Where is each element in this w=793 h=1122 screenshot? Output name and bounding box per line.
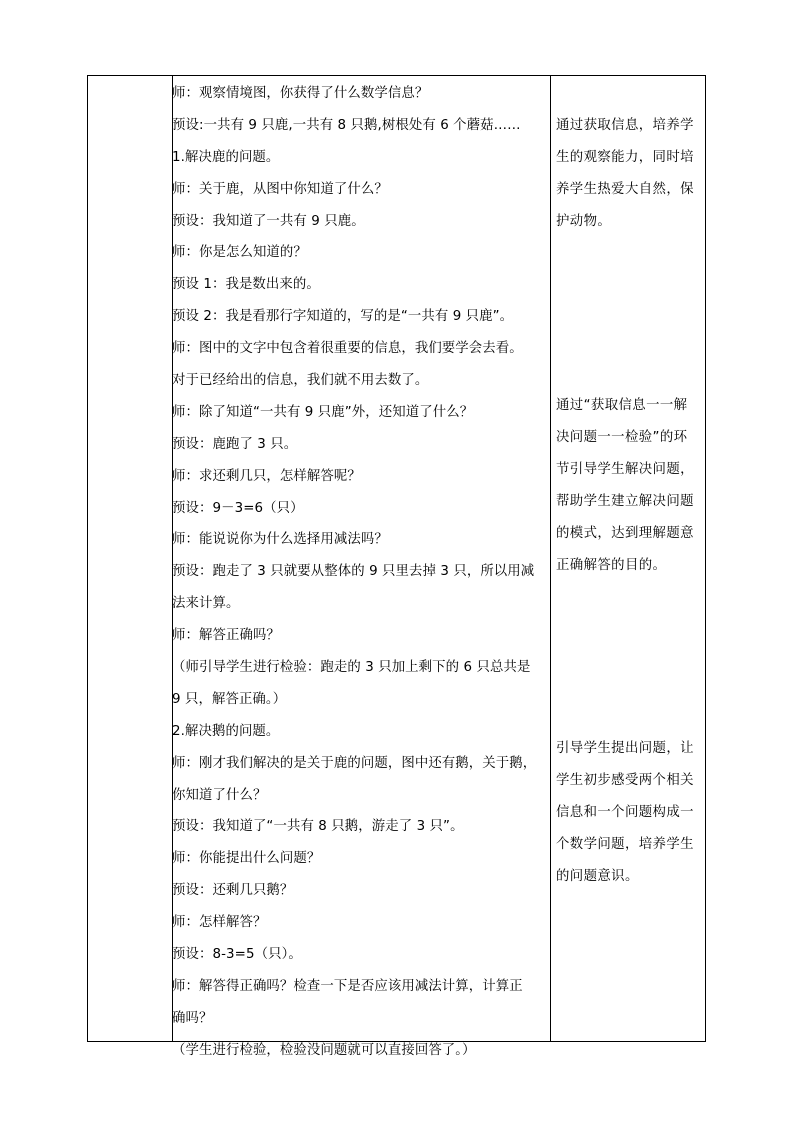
text-line: 师：你是怎么知道的？ — [172, 245, 307, 261]
text-line: 师：你能提出什么问题？ — [172, 851, 321, 867]
text-line: 引导学生提出问题，让 — [556, 741, 694, 756]
text-line: 预设：我知道了“一共有 8 只鹅，游走了 3 只”。 — [172, 819, 464, 835]
text-line: 决问题一一检验”的环 — [556, 429, 688, 445]
text-line: 护动物。 — [556, 213, 612, 229]
text-line: （学生进行检验，检验没问题就可以直接回答了。） — [172, 1042, 476, 1058]
lesson-table — [87, 75, 706, 1058]
text-line: 对于已经给出的信息，我们就不用去数了。 — [172, 373, 429, 389]
text-line: 预设:一共有 9 只鹿,一共有 8 只鹅,树根处有 6 个蘑菇…… — [172, 117, 521, 133]
text-line: 师：除了知道“一共有 9 只鹿”外，还知道了什么？ — [172, 404, 474, 420]
text-line: 预设：跑走了 3 只就要从整体的 9 只里去掉 3 只，所以用减 — [172, 564, 535, 580]
text-line: 师：刚才我们解决的是关于鹿的问题，图中还有鹅，关于鹅， — [172, 755, 537, 771]
text-line: 预设：还剩几只鹅？ — [172, 883, 294, 899]
text-line: 的模式，达到理解题意 — [556, 525, 694, 541]
text-line: 预设：我知道了一共有 9 只鹿。 — [172, 213, 365, 229]
text-line: 师：解答得正确吗？检查一下是否应该用减法计算，计算正 — [172, 978, 523, 994]
text-line: 法来计算。 — [172, 596, 240, 612]
text-line: 预设：鹿跑了 3 只。 — [172, 436, 298, 452]
text-line: 的问题意识。 — [556, 868, 639, 884]
text-line: 师：怎样解答？ — [172, 915, 267, 931]
text-line: 9 只，解答正确。） — [172, 691, 287, 707]
text-line: 师：观察情境图，你获得了什么数学信息？ — [172, 86, 429, 101]
text-line: 预设：9－3=6（只） — [172, 500, 304, 516]
text-line: 节引导学生解决问题， — [556, 461, 694, 477]
text-line: 预设：8-3=5（只）。 — [172, 947, 302, 963]
text-line: 师：求还剩几只，怎样解答呢？ — [172, 468, 361, 484]
text-line: 师：能说说你为什么选择用减法吗？ — [172, 532, 388, 548]
text-line: 确吗？ — [172, 1010, 213, 1026]
text-line: 通过获取信息，培养学 — [556, 118, 694, 133]
text-line: 学生初步感受两个相关 — [556, 772, 694, 788]
design-intent-paragraph — [556, 110, 704, 238]
column-divider-right — [550, 76, 551, 1041]
text-line: 2.解决鹅的问题。 — [172, 723, 280, 739]
teaching-process-column — [172, 78, 550, 1067]
text-line: 师：图中的文字中包含着很重要的信息，我们要学会去看。 — [172, 341, 523, 357]
text-line: 生的观察能力，同时培 — [556, 149, 694, 165]
text-line: 养学生热爱大自然，保 — [556, 181, 694, 197]
text-line: 正确解答的目的。 — [556, 557, 667, 573]
text-line: 师：关于鹿，从图中你知道了什么？ — [172, 181, 388, 197]
text-line: 帮助学生建立解决问题 — [556, 493, 694, 509]
design-intent-paragraph — [556, 733, 704, 893]
text-line: 预设 2：我是看那行字知道的，写的是“一共有 9 只鹿”。 — [172, 309, 514, 325]
text-line: 预设 1：我是数出来的。 — [172, 277, 320, 293]
text-line: 通过“获取信息一一解 — [556, 398, 688, 413]
text-line: 信息和一个问题构成一 — [556, 804, 694, 820]
text-line: （师引导学生进行检验：跑走的 3 只加上剩下的 6 只总共是 — [172, 660, 531, 676]
text-line: 你知道了什么？ — [172, 787, 267, 803]
design-intent-paragraph — [556, 390, 704, 581]
text-line: 1.解决鹿的问题。 — [172, 149, 280, 165]
text-line: 师：解答正确吗？ — [172, 628, 280, 644]
text-line: 个数学问题，培养学生 — [556, 836, 694, 852]
